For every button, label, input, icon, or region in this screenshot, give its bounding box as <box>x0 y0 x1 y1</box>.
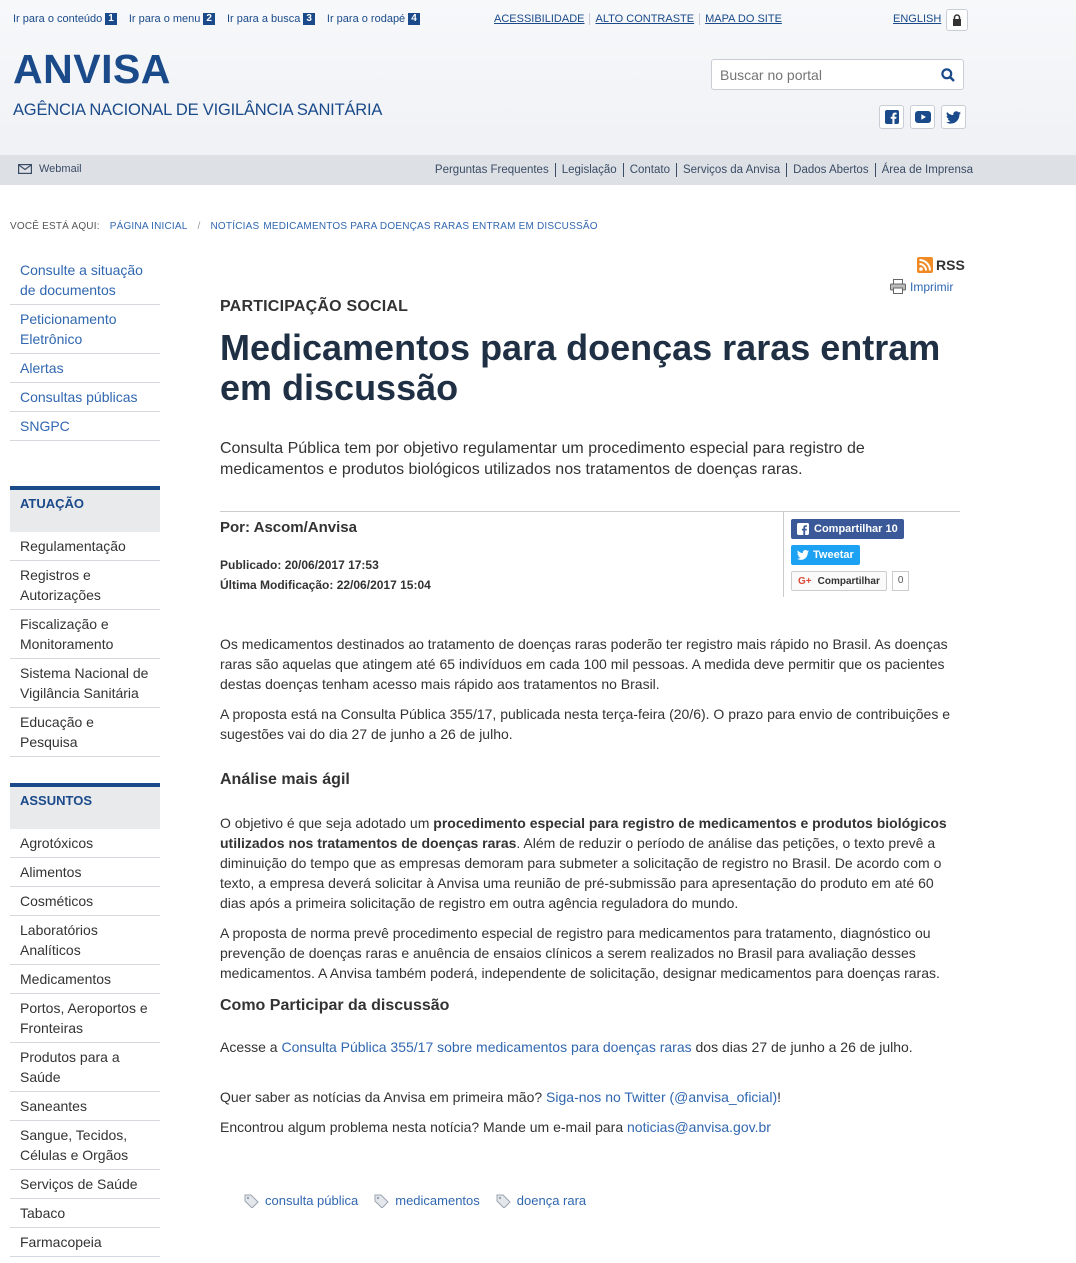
search-icon <box>941 68 955 82</box>
skip-to-content-link[interactable]: Ir para o conteúdo 1 <box>13 13 117 25</box>
facebook-icon <box>797 523 809 535</box>
paragraph: Os medicamentos destinados ao tratamento de doenças raras poderão ter registro mais rápido no Brasil. As doenças raras são aquelas que atingem até 65 indivíduos em cada 100 mil pessoas. A medida deve permitir que os pacientes destas doenças tenham acesso mais rápido aos tratamentos no Brasil. <box>220 636 948 692</box>
sidebar-item-medicamentos[interactable]: Medicamentos <box>10 965 160 994</box>
rss-link[interactable]: RSS <box>917 257 965 273</box>
sidebar-item-agrotoxicos[interactable]: Agrotóxicos <box>10 829 160 858</box>
article-body <box>220 634 960 1147</box>
sidebar-item-produtos-saude[interactable]: Produtos para a Saúde <box>10 1043 160 1092</box>
high-contrast-link[interactable]: ALTO CONTRASTE <box>590 13 700 25</box>
paragraph: A proposta está na Consulta Pública 355/17, publicada nesta terça-feira (20/6). O prazo para envio de contribuições e sugestões vai do dia 27 de junho a 26 de julho. <box>220 706 951 742</box>
sidebar-item-sngpc[interactable]: SNGPC <box>10 412 160 441</box>
facebook-share-button[interactable]: Compartilhar 10 <box>791 519 904 539</box>
sidebar-item-documents[interactable]: Consulte a situação de documentos <box>10 256 160 305</box>
webmail-link[interactable]: Webmail <box>18 163 82 175</box>
tag[interactable]: medicamentos <box>374 1193 480 1208</box>
sidebar-item-saneantes[interactable]: Saneantes <box>10 1092 160 1121</box>
accessibility-links <box>494 13 787 25</box>
printer-icon <box>890 279 906 294</box>
accessibility-link[interactable]: ACESSIBILIDADE <box>494 13 590 25</box>
utility-bar <box>0 155 1076 185</box>
sidebar-item-farmacopeia[interactable]: Farmacopeia <box>10 1228 160 1257</box>
google-plus-icon: G+ <box>798 575 812 587</box>
article-tags <box>244 1193 586 1208</box>
services-link[interactable]: Serviços da Anvisa <box>677 163 787 177</box>
sidebar-item-education[interactable]: Educação e Pesquisa <box>10 708 160 757</box>
paragraph: O objetivo é que seja adotado um procedimento especial para registro de medicamentos e produtos biológicos utilizados nos tratamentos de doenças raras. Além de reduzir o período de análise das petições, o texto prevê a diminuição do tempo que as empresas demoram para submeter a solicitação de registro no Brasil. De acordo com o texto, a empresa deverá solicitar à Anvisa uma reunião de pré-submissão para apresentação do produto em até 60 dias após a primeira solicitação de registro em outra agência reguladora do mundo. <box>220 815 947 911</box>
twitter-link[interactable] <box>941 105 966 129</box>
sidebar-item-laboratorios[interactable]: Laboratórios Analíticos <box>10 916 160 965</box>
tweet-button[interactable]: Tweetar <box>791 545 860 565</box>
subheading-participar: Como Participar da discussão <box>220 997 450 1014</box>
tag-icon <box>374 1194 390 1208</box>
search-button[interactable] <box>933 68 963 82</box>
sidebar-assuntos-title: ASSUNTOS <box>10 783 160 829</box>
sidebar-item-alerts[interactable]: Alertas <box>10 354 160 383</box>
sidebar-item-alimentos[interactable]: Alimentos <box>10 858 160 887</box>
sitemap-link[interactable]: MAPA DO SITE <box>705 13 782 25</box>
envelope-icon <box>18 164 32 174</box>
lock-icon <box>952 14 962 26</box>
youtube-link[interactable] <box>910 105 935 129</box>
site-header <box>0 0 1076 185</box>
skip-to-footer-link[interactable]: Ir para o rodapé 4 <box>327 13 420 25</box>
open-data-link[interactable]: Dados Abertos <box>787 163 875 177</box>
sidebar-item-national-system[interactable]: Sistema Nacional de Vigilância Sanitária <box>10 659 160 708</box>
sidebar-assuntos <box>10 783 160 1257</box>
modified-date: 22/06/2017 15:04 <box>336 578 431 592</box>
subheading-analise: Análise mais ágil <box>220 771 350 788</box>
sidebar-item-public-consultations[interactable]: Consultas públicas <box>10 383 160 412</box>
facebook-icon <box>885 110 899 124</box>
tag-icon <box>244 1194 260 1208</box>
share-buttons <box>783 512 909 597</box>
breadcrumb-section[interactable]: NOTÍCIAS <box>210 221 260 232</box>
sidebar-item-inspection[interactable]: Fiscalização e Monitoramento <box>10 610 160 659</box>
sidebar-atuacao <box>10 486 160 757</box>
article-lead: Consulta Pública tem por objetivo regulamentar um procedimento especial para registro de medicamentos e produtos biológicos utilizados nos tratamentos de doenças raras. <box>220 440 865 478</box>
sidebar-quick-links <box>10 256 160 441</box>
site-logo[interactable]: ANVISA <box>13 46 171 92</box>
login-button[interactable] <box>946 9 968 31</box>
sidebar-item-sangue[interactable]: Sangue, Tecidos, Células e Orgãos <box>10 1121 160 1170</box>
sidebar-item-registrations[interactable]: Registros e Autorizações <box>10 561 160 610</box>
sidebar-item-cosmeticos[interactable]: Cosméticos <box>10 887 160 916</box>
press-area-link[interactable]: Área de Imprensa <box>881 164 973 176</box>
search-input[interactable] <box>712 60 933 89</box>
skip-to-search-link[interactable]: Ir para a busca 3 <box>227 13 315 25</box>
rss-icon <box>917 257 933 273</box>
paragraph: Quer saber as notícias da Anvisa em primeira mão? Siga-nos no Twitter (@anvisa_oficial)! <box>220 1089 781 1105</box>
google-plus-share <box>791 571 909 591</box>
tag[interactable]: consulta pública <box>244 1193 358 1208</box>
twitter-icon <box>946 111 961 124</box>
sidebar-item-petitioning[interactable]: Peticionamento Eletrônico <box>10 305 160 354</box>
breadcrumb-current: MEDICAMENTOS PARA DOENÇAS RARAS ENTRAM EM DISCUSSÃO <box>263 221 598 232</box>
breadcrumb-home[interactable]: PÁGINA INICIAL <box>109 221 188 232</box>
social-links <box>879 105 966 129</box>
email-link[interactable]: noticias@anvisa.gov.br <box>627 1119 771 1135</box>
article-title: Medicamentos para doenças raras entram em discussão <box>220 327 941 408</box>
article-dates: Publicado: 20/06/2017 17:53 Última Modificação: 22/06/2017 15:04 <box>220 558 431 592</box>
skip-links <box>13 13 420 25</box>
agency-name[interactable]: AGÊNCIA NACIONAL DE VIGILÂNCIA SANITÁRIA <box>13 101 383 119</box>
sidebar-atuacao-title: ATUAÇÃO <box>10 486 160 532</box>
published-date: 20/06/2017 17:53 <box>284 558 379 572</box>
search-box <box>711 59 964 90</box>
article-author: Por: Ascom/Anvisa <box>220 519 357 536</box>
faq-link[interactable]: Perguntas Frequentes <box>429 163 556 177</box>
contact-link[interactable]: Contato <box>624 163 677 177</box>
legislation-link[interactable]: Legislação <box>556 163 624 177</box>
paragraph: A proposta de norma prevê procedimento especial de registro para medicamentos para tratamento, diagnóstico ou prevenção de doenças raras e anuência de ensaios clínicos a serem realizados no Brasil para avaliação desses medicamentos. A Anvisa também poderá, independente de solicitação, designar medicamentos para doenças raras. <box>220 925 940 981</box>
consultation-link[interactable]: Consulta Pública 355/17 sobre medicamentos para doenças raras <box>281 1039 692 1055</box>
tag[interactable]: doença rara <box>496 1193 586 1208</box>
sidebar-item-servicos-saude[interactable]: Serviços de Saúde <box>10 1170 160 1199</box>
breadcrumb-label: VOCÊ ESTÁ AQUI: <box>10 221 100 232</box>
paragraph: Encontrou algum problema nesta notícia? Mande um e-mail para noticias@anvisa.gov.br <box>220 1119 771 1135</box>
site-links <box>429 163 973 177</box>
article-section: PARTICIPAÇÃO SOCIAL <box>220 298 409 315</box>
skip-to-menu-link[interactable]: Ir para o menu 2 <box>129 13 215 25</box>
breadcrumb-separator: / <box>197 221 201 232</box>
google-plus-share-button[interactable]: G+ Compartilhar <box>791 571 887 591</box>
youtube-icon <box>915 111 931 123</box>
twitter-follow-link[interactable]: Siga-nos no Twitter (@anvisa_oficial) <box>546 1089 778 1105</box>
tag-icon <box>496 1194 512 1208</box>
sidebar-item-tabaco[interactable]: Tabaco <box>10 1199 160 1228</box>
breadcrumb <box>10 221 598 232</box>
facebook-link[interactable] <box>879 105 904 129</box>
twitter-icon <box>797 550 809 560</box>
google-plus-count: 0 <box>892 571 910 591</box>
article-meta <box>220 511 960 596</box>
english-link[interactable]: ENGLISH <box>893 13 942 25</box>
sidebar-item-portos[interactable]: Portos, Aeroportos e Fronteiras <box>10 994 160 1043</box>
print-link[interactable]: Imprimir <box>890 279 953 294</box>
paragraph: Acesse a Consulta Pública 355/17 sobre medicamentos para doenças raras dos dias 27 de junho a 26 de julho. <box>220 1039 913 1055</box>
sidebar-item-regulation[interactable]: Regulamentação <box>10 532 160 561</box>
